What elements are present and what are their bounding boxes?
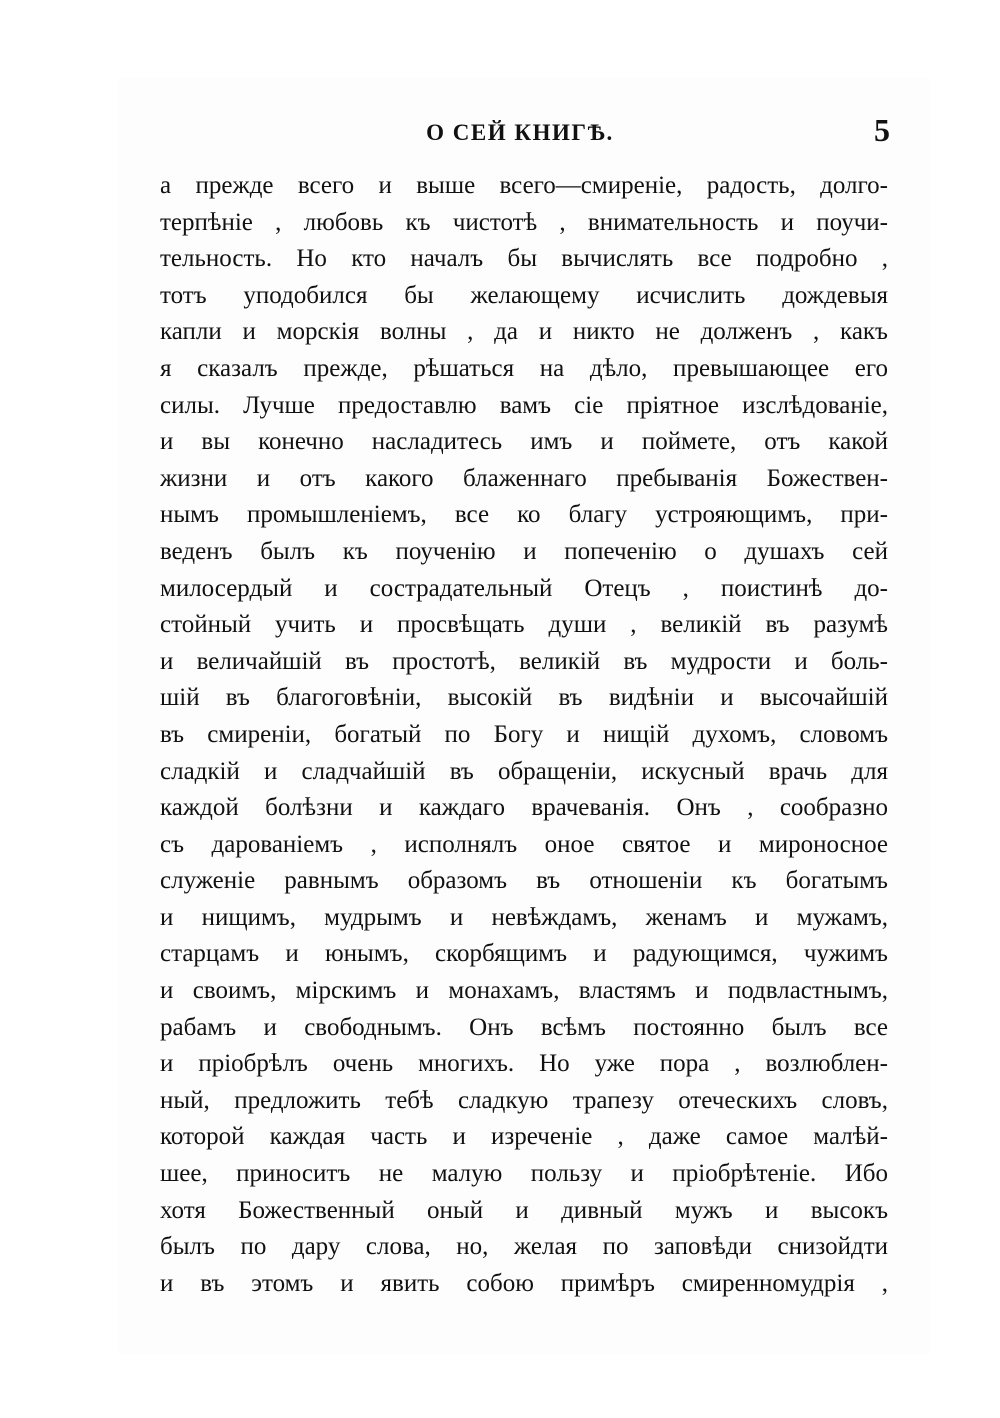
text-line: шее, приноситъ не малую пользу и пріобрѣтеніе. Ибо: [160, 1160, 888, 1188]
text-line: шій въ благоговѣніи, высокій въ видѣніи и высочайшій: [160, 684, 888, 712]
text-line: и нищимъ, мудрымъ и невѣждамъ, женамъ и мужамъ,: [160, 903, 888, 931]
text-line: я сказалъ прежде, рѣшаться на дѣло, превышающее его: [160, 354, 888, 382]
text-line: силы. Лучше предоставлю вамъ сіе пріятное изслѣдованіе,: [160, 391, 888, 419]
text-line: жизни и отъ какого блаженнаго пребыванія Божествен-: [160, 464, 888, 492]
page-header: [150, 112, 890, 152]
text-line: стойный учить и просвѣщать души , великій въ разумѣ: [160, 611, 888, 639]
text-line: тельность. Но кто началъ бы вычислять все подробно ,: [160, 245, 888, 273]
text-line: ный, предложить тебѣ сладкую трапезу отеческихъ словъ,: [160, 1086, 888, 1114]
text-line: служеніе равнымъ образомъ въ отношеніи къ богатымъ: [160, 867, 888, 895]
text-line: въ смиреніи, богатый по Богу и нищій духомъ, словомъ: [160, 720, 888, 748]
text-line: старцамъ и юнымъ, скорбящимъ и радующимся, чужимъ: [160, 940, 888, 968]
text-line: сладкій и сладчайшій въ обращеніи, искусный врачь для: [160, 757, 888, 785]
text-line: и вы конечно насладитесь имъ и поймете, отъ какой: [160, 428, 888, 456]
text-line: каждой болѣзни и каждаго врачеванія. Онъ , сообразно: [160, 794, 888, 822]
text-line: хотя Божественный оный и дивный мужъ и высокъ: [160, 1196, 888, 1224]
text-line: былъ по дару слова, но, желая по заповѣди снизойдти: [160, 1233, 888, 1261]
text-line: а прежде всего и выше всего—смиреніе, радость, долго-: [160, 172, 888, 199]
text-line: рабамъ и свободнымъ. Онъ всѣмъ постоянно былъ все: [160, 1013, 888, 1041]
text-line: и пріобрѣлъ очень многихъ. Но уже пора , возлюблен-: [160, 1050, 888, 1078]
text-line: нымъ промышленіемъ, все ко благу устрояющимъ, при-: [160, 501, 888, 529]
text-line: тотъ уподобился бы желающему исчислить дождевыя: [160, 281, 888, 309]
text-line: которой каждая часть и изреченіе , даже самое малѣй-: [160, 1123, 888, 1151]
text-line: веденъ былъ къ поученію и попеченію о душахъ сей: [160, 537, 888, 565]
text-line: и своимъ, мірскимъ и монахамъ, властямъ и подвластнымъ,: [160, 977, 888, 1005]
text-line: съ дарованіемъ , исполнялъ оное святое и мироносное: [160, 830, 888, 858]
body-text: [160, 168, 888, 1302]
text-line: терпѣніе , любовь къ чистотѣ , внимательность и поучи-: [160, 208, 888, 236]
text-line: и величайшій въ простотѣ, великій въ мудрости и боль-: [160, 647, 888, 675]
text-line: и въ этомъ и явить собою примѣръ смиренномудрія ,: [160, 1269, 888, 1297]
running-title: О СЕЙ КНИГѢ.: [426, 120, 614, 145]
page-number: 5: [874, 112, 890, 148]
text-line: капли и морскія волны , да и никто не долженъ , какъ: [160, 318, 888, 346]
text-line: милосердый и сострадательный Отецъ , поистинѣ до-: [160, 574, 888, 602]
